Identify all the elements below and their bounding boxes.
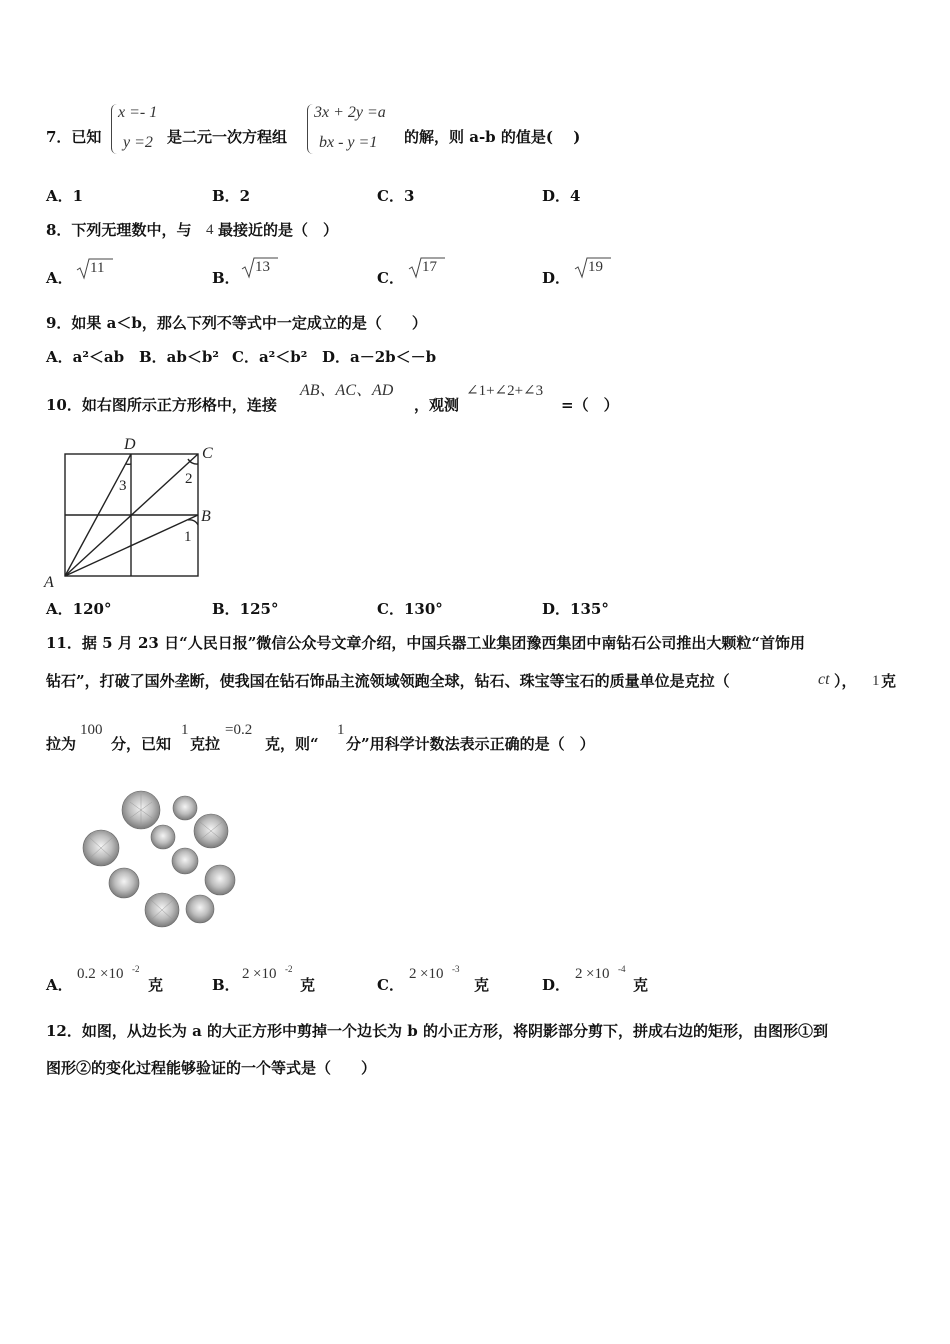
q11-option-b-label[interactable]: B．	[212, 976, 240, 994]
q7-system1-eq1: x =- 1	[118, 104, 158, 121]
q11-option-c-exp: -3	[452, 964, 460, 974]
q9-stem: 9．如果 a＜b，那么下列不等式中一定成立的是（ ）	[46, 314, 427, 332]
q8-option-b-label[interactable]: B．	[212, 269, 240, 287]
q12-line1: 12．如图，从边长为 a 的大正方形中剪掉一个边长为 b 的小正方形，将阴影部分剪下，拼成右边的矩形，由图形①到	[46, 1022, 828, 1040]
q11-option-a-label[interactable]: A．	[46, 976, 73, 994]
q8-stem: 8．下列无理数中，与	[46, 221, 192, 239]
q11-hundred: 100	[80, 722, 103, 738]
q7-system1-brace	[111, 104, 118, 154]
q10-option-a[interactable]: A．120°	[46, 600, 112, 618]
angle-2-arc	[188, 459, 198, 464]
q11-option-b-unit: 克	[300, 976, 316, 994]
q11-diamonds-image	[78, 788, 243, 936]
q11-option-b-times: ×10	[253, 966, 277, 982]
q11-line3c: 克拉	[190, 735, 221, 753]
q11-option-d-coef: 2	[575, 966, 583, 982]
q7-system1-eq2: y =2	[123, 134, 153, 151]
q11-line2c: 克	[881, 672, 897, 690]
q11-option-d-times: ×10	[586, 966, 610, 982]
q11-option-a-times: ×10	[100, 966, 124, 982]
q11-line3e: 分”用科学计数法表示正确的是（ ）	[346, 735, 595, 753]
q8-number-4: 4	[206, 222, 214, 238]
q8-option-d-radicand: 19	[588, 259, 603, 275]
q8-stem-tail: 最接近的是（ ）	[218, 221, 339, 239]
q7-tail-text: 的解，则 a-b 的值是( )	[404, 128, 581, 146]
q11-one-3: 1	[337, 722, 345, 738]
q7-system2-brace	[307, 104, 314, 154]
angle-label-2: 2	[185, 471, 193, 487]
q11-line3a: 拉为	[46, 735, 77, 753]
q10-grid-figure	[40, 432, 230, 592]
angle-1-arc	[188, 520, 198, 525]
q10-stem-mid: ，观测	[414, 396, 460, 414]
q11-line3d: 克，则“	[265, 735, 319, 753]
q11-eq-0-2: =0.2	[225, 722, 253, 738]
q10-angles-sum: ∠1+∠2+∠3	[466, 383, 544, 399]
q8-option-b-radicand: 13	[255, 259, 270, 275]
q12-line2: 图形②的变化过程能够验证的一个等式是（ ）	[46, 1059, 377, 1077]
q8-option-a-radicand: 11	[90, 260, 105, 276]
q11-option-b-exp: -2	[285, 964, 293, 974]
diamond	[151, 825, 175, 849]
q8-option-d-label[interactable]: D．	[542, 269, 571, 287]
q7-option-c[interactable]: C．3	[377, 187, 415, 205]
q11-option-c-label[interactable]: C．	[377, 976, 404, 994]
q11-option-b-coef: 2	[242, 966, 250, 982]
q11-option-d-unit: 克	[633, 976, 649, 994]
diamond	[109, 868, 139, 898]
q11-option-d-label[interactable]: D．	[542, 976, 571, 994]
q11-option-c-unit: 克	[474, 976, 490, 994]
diamond	[186, 895, 214, 923]
q10-stem: 10．如右图所示正方形格中，连接	[46, 396, 277, 414]
q11-line2b: ），	[834, 672, 857, 690]
q9-option-a[interactable]: A．a²＜ab	[46, 348, 125, 366]
q9-option-b[interactable]: B．ab＜b²	[139, 348, 219, 366]
point-label-c: C	[202, 445, 213, 462]
diamond	[205, 865, 235, 895]
q7-option-a[interactable]: A．1	[46, 187, 84, 205]
q7-system2-eq1: 3x + 2y =a	[314, 104, 386, 121]
q10-option-b[interactable]: B．125°	[212, 600, 279, 618]
q11-one: 1	[872, 673, 880, 689]
q7-option-b[interactable]: B．2	[212, 187, 251, 205]
q7-number: 7．已知	[46, 128, 102, 146]
q11-line2a: 钻石”，打破了国外垄断，使我国在钻石饰品主流领域领跑全球，钻石、珠宝等宝石的质量单位是克拉（	[46, 672, 730, 690]
point-label-d: D	[124, 436, 136, 453]
q7-middle-text: 是二元一次方程组	[167, 128, 288, 146]
q7-system2-eq2: bx - y =1	[319, 134, 378, 151]
point-label-b: B	[201, 508, 211, 525]
q10-option-d[interactable]: D．135°	[542, 600, 609, 618]
point-label-a: A	[44, 574, 54, 591]
q11-option-a-unit: 克	[148, 976, 164, 994]
angle-label-3: 3	[119, 478, 127, 494]
q11-unit-ct: ct	[818, 671, 830, 688]
q10-option-c[interactable]: C．130°	[377, 600, 443, 618]
diamond	[173, 796, 197, 820]
q11-option-c-coef: 2	[409, 966, 417, 982]
diamond	[172, 848, 198, 874]
q11-option-a-coef: 0.2	[77, 966, 96, 982]
q11-one-2: 1	[181, 722, 189, 738]
q9-option-d[interactable]: D．a－2b＜－b	[322, 348, 437, 366]
q9-option-c[interactable]: C．a²＜b²	[232, 348, 308, 366]
q7-option-d[interactable]: D．4	[542, 187, 581, 205]
q8-option-a-label[interactable]: A．	[46, 269, 73, 287]
q8-option-c-label[interactable]: C．	[377, 269, 404, 287]
q10-segments: AB、AC、AD	[300, 382, 394, 399]
q8-option-c-radicand: 17	[422, 259, 437, 275]
q11-option-a-exp: -2	[132, 964, 140, 974]
q10-stem-tail: =（ ）	[561, 396, 619, 414]
q11-line1: 11．据 5 月 23 日“人民日报”微信公众号文章介绍，中国兵器工业集团豫西集团中南钻石公司推出大颗粒“首饰用	[46, 634, 805, 652]
q11-option-d-exp: -4	[618, 964, 626, 974]
q11-option-c-times: ×10	[420, 966, 444, 982]
angle-label-1: 1	[184, 529, 192, 545]
q11-line3b: 分，已知	[111, 735, 172, 753]
